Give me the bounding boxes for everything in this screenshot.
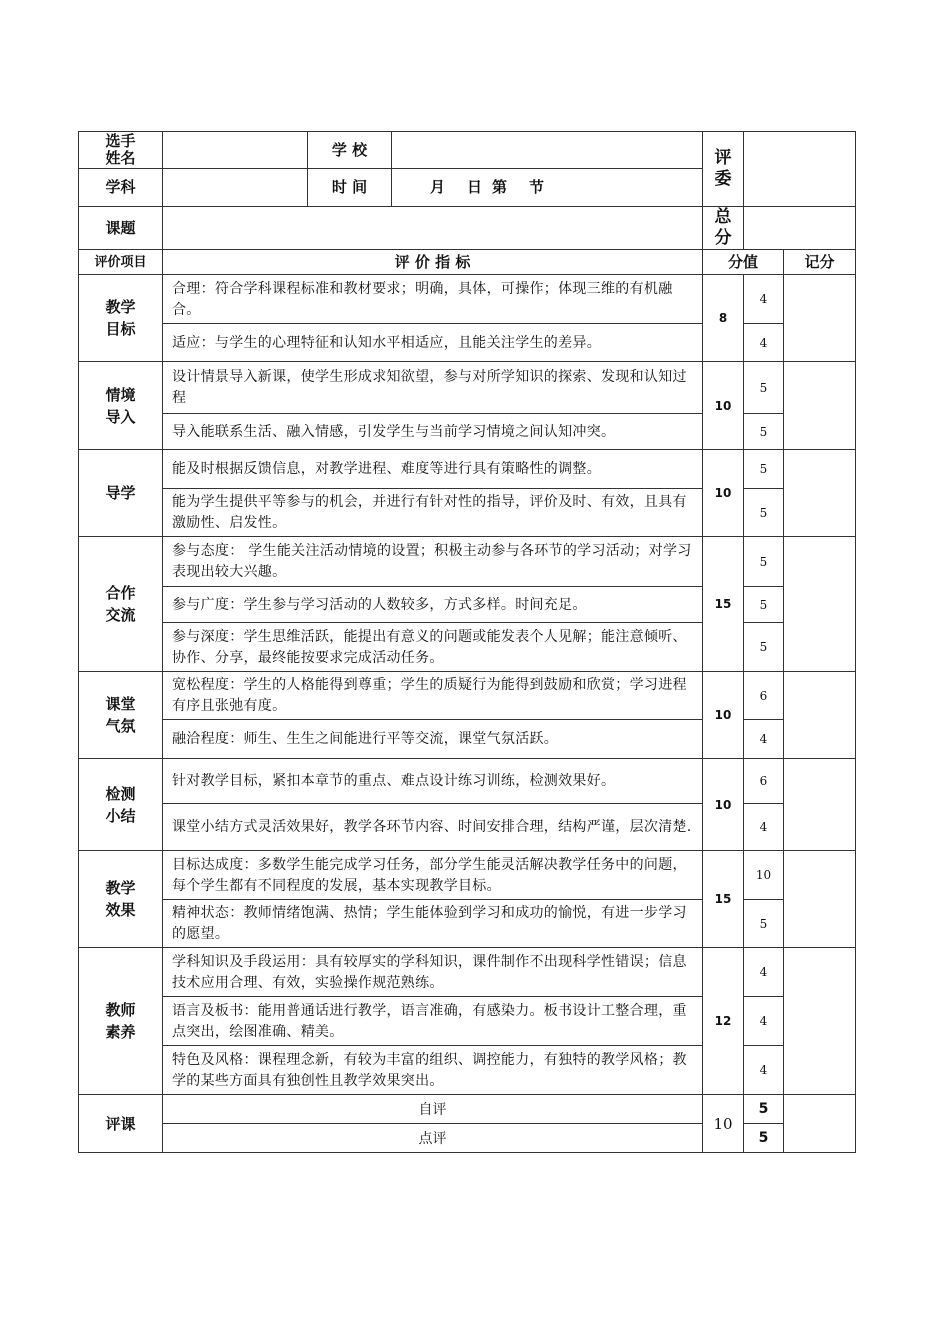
table-row — [79, 672, 856, 720]
record-field[interactable] — [784, 537, 856, 672]
table-row — [79, 1095, 856, 1124]
record-field[interactable] — [784, 275, 856, 362]
category-name: 教学目标 — [79, 275, 163, 362]
total-field[interactable] — [744, 207, 856, 250]
record-field[interactable] — [784, 948, 856, 1095]
criterion-text: 合理：符合学科课程标准和教材要求；明确，具体，可操作；体现三维的有机融合。 — [163, 275, 703, 324]
total-label: 总分 — [703, 207, 744, 250]
col-score: 分值 — [703, 250, 784, 275]
criterion-score: 5 — [744, 450, 784, 489]
category-name: 导学 — [79, 450, 163, 537]
record-field[interactable] — [784, 759, 856, 851]
record-field[interactable] — [784, 362, 856, 450]
player-name-field[interactable] — [163, 132, 308, 169]
record-field[interactable] — [784, 450, 856, 537]
category-total: 10 — [703, 672, 744, 759]
review-total: 10 — [703, 1095, 744, 1153]
criterion-score: 4 — [744, 324, 784, 362]
criterion-text: 课堂小结方式灵活效果好，教学各环节内容、时间安排合理，结构严谨，层次清楚. — [163, 804, 703, 851]
col-item: 评价项目 — [79, 250, 163, 275]
evaluation-table — [78, 131, 856, 1153]
comment-review-score: 5 — [744, 1124, 784, 1153]
category-total: 15 — [703, 537, 744, 672]
criterion-text: 参与深度：学生思维活跃，能提出有意义的问题或能发表个人见解；能注意倾听、协作、分享，最终能按要求完成活动任务。 — [163, 623, 703, 672]
self-review-label: 自评 — [163, 1095, 703, 1124]
topic-field[interactable] — [163, 207, 703, 250]
criterion-text: 能及时根据反馈信息，对教学进程、难度等进行具有策略性的调整。 — [163, 450, 703, 489]
table-row — [79, 537, 856, 587]
time-field[interactable]: 月 日 第 节 — [392, 169, 703, 207]
school-label: 学 校 — [308, 132, 392, 169]
criterion-score: 4 — [744, 275, 784, 324]
criterion-score: 6 — [744, 759, 784, 804]
category-total: 10 — [703, 450, 744, 537]
table-row — [79, 851, 856, 900]
criterion-score: 4 — [744, 804, 784, 851]
subject-label: 学科 — [79, 169, 163, 207]
criterion-text: 学科知识及手段运用：具有较厚实的学科知识，课件制作不出现科学性错误；信息技术应用合理、有效，实验操作规范熟练。 — [163, 948, 703, 997]
criterion-score: 5 — [744, 587, 784, 623]
criterion-score: 4 — [744, 997, 784, 1046]
criterion-score: 5 — [744, 362, 784, 414]
criterion-text: 参与广度：学生参与学习活动的人数较多，方式多样。时间充足。 — [163, 587, 703, 623]
criterion-text: 目标达成度：多数学生能完成学习任务，部分学生能灵活解决教学任务中的问题，每个学生都有不同程度的发展，基本实现教学目标。 — [163, 851, 703, 900]
criterion-score: 5 — [744, 489, 784, 537]
criterion-text: 参与态度： 学生能关注活动情境的设置；积极主动参与各环节的学习活动；对学习表现出较大兴趣。 — [163, 537, 703, 587]
criterion-score: 4 — [744, 1046, 784, 1095]
criterion-text: 针对教学目标，紧扣本章节的重点、难点设计练习训练，检测效果好。 — [163, 759, 703, 804]
criterion-score: 5 — [744, 623, 784, 672]
criterion-text: 融洽程度：师生、生生之间能进行平等交流，课堂气氛活跃。 — [163, 720, 703, 759]
time-label: 时 间 — [308, 169, 392, 207]
category-name: 情境导入 — [79, 362, 163, 450]
table-row — [79, 450, 856, 489]
table-row — [79, 275, 856, 324]
record-field[interactable] — [784, 672, 856, 759]
category-name: 合作交流 — [79, 537, 163, 672]
judge-field[interactable] — [744, 132, 856, 207]
record-field[interactable] — [784, 851, 856, 948]
judge-label: 评委 — [703, 132, 744, 207]
criterion-score: 10 — [744, 851, 784, 900]
criterion-text: 特色及风格：课程理念新，有较为丰富的组织、调控能力，有独特的教学风格；教学的某些方面具有独创性且教学效果突出。 — [163, 1046, 703, 1095]
comment-review-label: 点评 — [163, 1124, 703, 1153]
category-name: 课堂气氛 — [79, 672, 163, 759]
category-name: 教师素养 — [79, 948, 163, 1095]
category-total: 15 — [703, 851, 744, 948]
criterion-score: 6 — [744, 672, 784, 720]
criterion-text: 精神状态：教师情绪饱满、热情；学生能体验到学习和成功的愉悦，有进一步学习的愿望。 — [163, 900, 703, 948]
criterion-score: 5 — [744, 537, 784, 587]
category-total: 8 — [703, 275, 744, 362]
criterion-score: 5 — [744, 414, 784, 450]
topic-label: 课题 — [79, 207, 163, 250]
criterion-text: 设计情景导入新课，使学生形成求知欲望，参与对所学知识的探索、发现和认知过程 — [163, 362, 703, 414]
category-total: 10 — [703, 759, 744, 851]
table-row — [79, 362, 856, 414]
school-field[interactable] — [392, 132, 703, 169]
col-indicator: 评 价 指 标 — [163, 250, 703, 275]
criterion-text: 导入能联系生活、融入情感，引发学生与当前学习情境之间认知冲突。 — [163, 414, 703, 450]
category-name: 检测小结 — [79, 759, 163, 851]
criterion-score: 4 — [744, 720, 784, 759]
table-row — [79, 759, 856, 804]
criterion-text: 语言及板书：能用普通话进行教学，语言准确，有感染力。板书设计工整合理，重点突出，绘图准确、精美。 — [163, 997, 703, 1046]
category-name: 教学效果 — [79, 851, 163, 948]
category-total: 10 — [703, 362, 744, 450]
criterion-score: 4 — [744, 948, 784, 997]
criterion-score: 5 — [744, 900, 784, 948]
review-record-field[interactable] — [784, 1095, 856, 1153]
subject-field[interactable] — [163, 169, 308, 207]
player-name-label: 选手姓名 — [79, 132, 163, 169]
table-row — [79, 948, 856, 997]
review-name: 评课 — [79, 1095, 163, 1153]
col-record: 记分 — [784, 250, 856, 275]
criterion-text: 宽松程度：学生的人格能得到尊重；学生的质疑行为能得到鼓励和欣赏；学习进程有序且张弛有度。 — [163, 672, 703, 720]
category-total: 12 — [703, 948, 744, 1095]
criterion-text: 适应：与学生的心理特征和认知水平相适应，且能关注学生的差异。 — [163, 324, 703, 362]
criterion-text: 能为学生提供平等参与的机会，并进行有针对性的指导，评价及时、有效，且具有激励性、启发性。 — [163, 489, 703, 537]
self-review-score: 5 — [744, 1095, 784, 1124]
